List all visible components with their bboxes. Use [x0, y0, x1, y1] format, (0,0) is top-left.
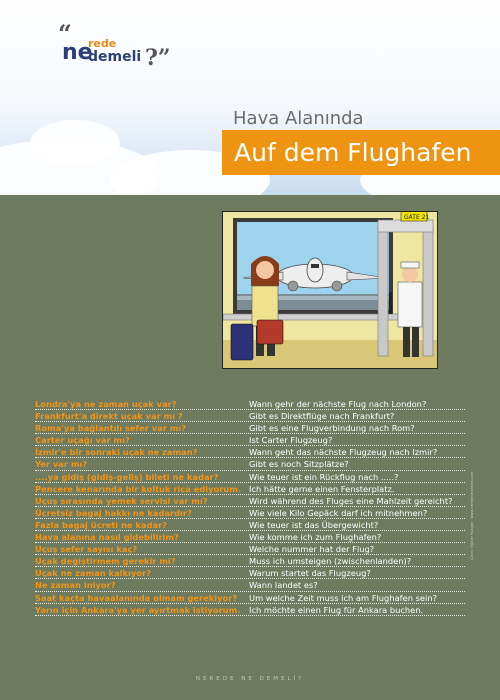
phrase-turkish: Uçuş sırasında yemek servisi var mı? [35, 495, 208, 506]
phrase-row [35, 592, 465, 604]
logo-ne: ne [62, 40, 93, 65]
phrase-row [35, 471, 465, 483]
airport-illustration [222, 211, 438, 369]
phrase-german: Wie teuer ist ein Rückflug nach .....? [249, 471, 399, 482]
logo-demeli: demeli [88, 49, 142, 65]
footer-text: NEREDE NE DEMELİ? [195, 676, 305, 682]
page-title: Auf dem Flughafen [222, 130, 500, 175]
phrase-turkish: Uçuş sefer sayısı kaç? [35, 544, 138, 555]
phrase-turkish: Frankfurt'a direkt uçak var mı ? [35, 411, 183, 422]
phrase-row [35, 555, 465, 567]
phrase-german: Gibt es Direktflüge nach Frankfurt? [249, 411, 395, 422]
phrase-row [35, 543, 465, 555]
phrase-turkish: Fazla bagaj ücreti ne kadar? [35, 519, 167, 530]
phrase-german: Wann landet es? [249, 580, 318, 591]
phrase-turkish: Yer var mı? [35, 459, 88, 470]
phrase-turkish: Londra'ya ne zaman uçak var? [35, 399, 177, 409]
phrase-turkish: Pencere kenarında bir koltuk rica ediyorum. [35, 483, 241, 494]
phrase-german: Gibt es eine Flugverbindung nach Rom? [249, 423, 415, 434]
phrase-row [35, 579, 465, 591]
logo-rede: rede [88, 37, 117, 50]
phrase-turkish: Ne zaman iniyor? [35, 580, 116, 591]
phrase-turkish: Saat kaçta havaalanında olmam gerekiyor? [35, 592, 238, 603]
gate-sign: GATE 21 [404, 214, 430, 221]
phrase-turkish: Hava alanına nasıl gidebilirim? [35, 532, 179, 543]
phrase-german: Welche nummer hat der Flug? [249, 544, 375, 555]
phrase-row [35, 422, 465, 434]
phrase-german: Um welche Zeit muss ich am Flughafen sein? [249, 592, 437, 603]
phrase-turkish: Yarın için Ankara'ya yer ayırtmak istiyorum. [35, 604, 241, 615]
phrase-row [35, 446, 465, 458]
phrase-row [35, 495, 465, 507]
phrase-turkish: Uçak değiştirmem gerekir mi? [35, 556, 176, 567]
phrase-german: Wie viele Kilo Gepäck darf ich mitnehmen? [249, 507, 428, 518]
phrase-row [35, 458, 465, 470]
phrase-row [35, 398, 465, 410]
phrase-german: Ich hätte gerne einen Fensterplatz. [249, 483, 395, 494]
airport-scene-image [223, 212, 438, 369]
phrase-row [35, 410, 465, 422]
phrase-german: Ich möchte einen Flug für Ankara buchen. [249, 604, 424, 615]
phrase-german: Wann gehr der nächste Flug nach London? [249, 399, 427, 409]
phrase-row [35, 483, 465, 495]
illustration-credit: Çizim: Yiğitler Rüzgarı · www.neredenedemeli.com [470, 471, 474, 560]
logo-close-quote: ?” [145, 45, 171, 71]
phrase-german: Wird während des Fluges eine Mahlzeit gereicht? [249, 495, 453, 506]
logo-open-quote: “ [58, 19, 72, 48]
phrase-turkish: ....ya gidiş (gidiş-geliş) bileti ne kadar? [35, 471, 219, 482]
phrase-row [35, 434, 465, 446]
phrase-turkish: Uçak ne zaman kalkıyor? [35, 568, 151, 579]
phrase-row [35, 567, 465, 579]
logo [58, 19, 171, 82]
phrase-turkish: İzmir'e bir sonraki uçak ne zaman? [35, 447, 198, 458]
phrase-german: Wann geht das nächste Flugzeug nach Izmir? [249, 447, 438, 458]
phrase-turkish: Ücretsiz bagaj hakkı ne kadardır? [35, 507, 192, 518]
phrase-row [35, 519, 465, 531]
phrase-turkish: Carter uçağı var mı? [35, 435, 130, 446]
cloud [30, 120, 120, 165]
phrase-turkish: Roma'ya bağlantılı sefer var mı? [35, 423, 187, 434]
phrase-row [35, 531, 465, 543]
phrase-german: Gibt es noch Sitzplätze? [249, 459, 349, 470]
page-subtitle: Hava Alanında [233, 108, 364, 129]
phrase-german: Warum startet das Flugzeug? [249, 568, 371, 579]
phrase-list [35, 398, 465, 616]
phrase-row [35, 604, 465, 616]
phrase-row [35, 507, 465, 519]
phrase-german: Wie teuer ist das Übergewicht? [249, 519, 379, 530]
phrase-german: Wie komme ich zum Flughafen? [249, 532, 382, 543]
phrase-german: Ist Carter Flugzeug? [249, 435, 333, 446]
phrase-german: Muss ich umsteigen (zwischenlanden)? [249, 556, 412, 567]
